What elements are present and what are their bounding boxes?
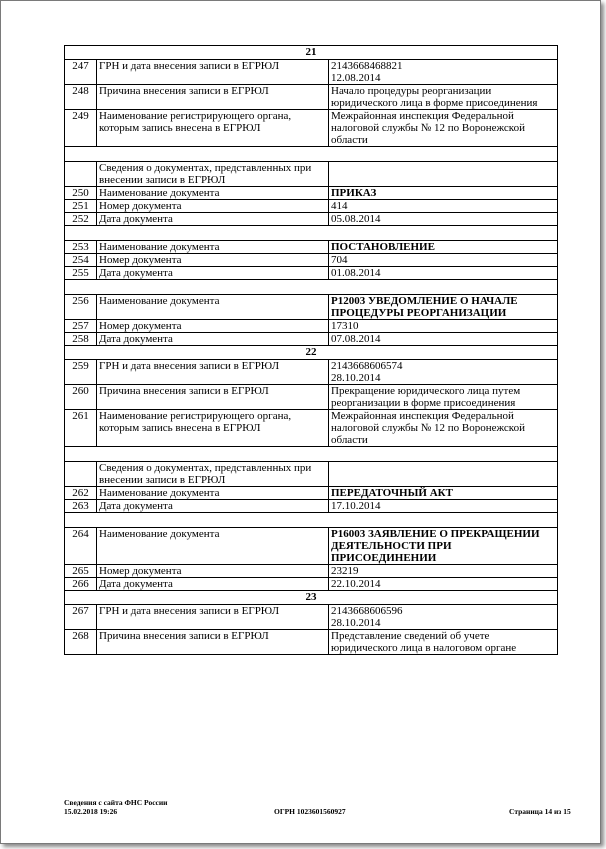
row-number: 247 (65, 60, 97, 85)
row-value: ПРИКАЗ (329, 187, 558, 200)
row-value: Межрайонная инспекция Федеральной налоговой службы № 12 по Воронежской области (329, 110, 558, 147)
row-label: Наименование регистрирующего органа, которым запись внесена в ЕГРЮЛ (97, 410, 329, 447)
documents-header-row (65, 462, 558, 487)
row-label: Дата документа (97, 213, 329, 226)
row-number: 261 (65, 410, 97, 447)
table-row (65, 213, 558, 226)
spacer-row (65, 147, 558, 162)
row-label: Дата документа (97, 578, 329, 591)
row-value: Прекращение юридического лица путем реорганизации в форме присоединения (329, 385, 558, 410)
row-label: Наименование документа (97, 295, 329, 320)
table-row (65, 630, 558, 655)
row-number: 265 (65, 565, 97, 578)
table-row (65, 187, 558, 200)
table-row (65, 254, 558, 267)
row-number: 259 (65, 360, 97, 385)
table-row (65, 500, 558, 513)
footer-datetime: 15.02.2018 19:26 (64, 807, 118, 816)
row-number: 250 (65, 187, 97, 200)
empty-num-cell (65, 462, 97, 487)
section-header-row (65, 46, 558, 60)
table-row (65, 267, 558, 280)
egrul-table (64, 45, 558, 655)
spacer-row (65, 226, 558, 241)
row-number: 257 (65, 320, 97, 333)
row-label: Причина внесения записи в ЕГРЮЛ (97, 85, 329, 110)
row-number: 266 (65, 578, 97, 591)
row-value: Межрайонная инспекция Федеральной налоговой службы № 12 по Воронежской области (329, 410, 558, 447)
row-label: Наименование документа (97, 528, 329, 565)
table-row (65, 578, 558, 591)
section-header-row (65, 346, 558, 360)
section-number: 21 (65, 46, 558, 60)
spacer-cell (65, 280, 558, 295)
table-row (65, 60, 558, 85)
row-label: ГРН и дата внесения записи в ЕГРЮЛ (97, 60, 329, 85)
table-row (65, 320, 558, 333)
row-number: 260 (65, 385, 97, 410)
empty-value-cell (329, 162, 558, 187)
row-value: 414 (329, 200, 558, 213)
row-value: 05.08.2014 (329, 213, 558, 226)
row-number: 268 (65, 630, 97, 655)
row-label: Наименование документа (97, 241, 329, 254)
table-row (65, 200, 558, 213)
empty-value-cell (329, 462, 558, 487)
row-value: 17310 (329, 320, 558, 333)
spacer-cell (65, 513, 558, 528)
table-row (65, 565, 558, 578)
row-label: Причина внесения записи в ЕГРЮЛ (97, 385, 329, 410)
row-value: 2143668606596 28.10.2014 (329, 605, 558, 630)
row-number: 262 (65, 487, 97, 500)
row-number: 253 (65, 241, 97, 254)
spacer-cell (65, 226, 558, 241)
table-row (65, 487, 558, 500)
footer-source-text: Сведения с сайта ФНС России (64, 798, 168, 807)
table-row (65, 605, 558, 630)
row-label: Наименование документа (97, 187, 329, 200)
row-label: Номер документа (97, 254, 329, 267)
row-label: ГРН и дата внесения записи в ЕГРЮЛ (97, 605, 329, 630)
row-label: Причина внесения записи в ЕГРЮЛ (97, 630, 329, 655)
section-header-row (65, 591, 558, 605)
table-row (65, 110, 558, 147)
footer-page-number: Страница 14 из 15 (509, 807, 571, 816)
row-label: Номер документа (97, 200, 329, 213)
row-label: Номер документа (97, 565, 329, 578)
row-number: 249 (65, 110, 97, 147)
row-number: 256 (65, 295, 97, 320)
documents-header-label: Сведения о документах, представленных при внесении записи в ЕГРЮЛ (97, 462, 329, 487)
footer-source (64, 798, 168, 816)
row-number: 254 (65, 254, 97, 267)
spacer-cell (65, 147, 558, 162)
row-label: Дата документа (97, 500, 329, 513)
table-row (65, 360, 558, 385)
row-number: 248 (65, 85, 97, 110)
row-value: Начало процедуры реорганизации юридического лица в форме присоединения (329, 85, 558, 110)
row-number: 251 (65, 200, 97, 213)
row-label: Наименование регистрирующего органа, которым запись внесена в ЕГРЮЛ (97, 110, 329, 147)
section-number: 22 (65, 346, 558, 360)
table-row (65, 85, 558, 110)
row-value: 2143668468821 12.08.2014 (329, 60, 558, 85)
row-value: 2143668606574 28.10.2014 (329, 360, 558, 385)
row-label: Номер документа (97, 320, 329, 333)
spacer-row (65, 280, 558, 295)
row-value: 704 (329, 254, 558, 267)
table-row (65, 385, 558, 410)
table-row (65, 410, 558, 447)
table-row (65, 295, 558, 320)
row-value: 01.08.2014 (329, 267, 558, 280)
row-value: ПОСТАНОВЛЕНИЕ (329, 241, 558, 254)
row-number: 252 (65, 213, 97, 226)
row-value: 17.10.2014 (329, 500, 558, 513)
row-number: 264 (65, 528, 97, 565)
section-number: 23 (65, 591, 558, 605)
row-label: ГРН и дата внесения записи в ЕГРЮЛ (97, 360, 329, 385)
spacer-row (65, 447, 558, 462)
table-row (65, 528, 558, 565)
row-value: 07.08.2014 (329, 333, 558, 346)
table-row (65, 241, 558, 254)
row-label: Наименование документа (97, 487, 329, 500)
row-value: Р16003 ЗАЯВЛЕНИЕ О ПРЕКРАЩЕНИИ ДЕЯТЕЛЬНОСТИ ПРИ ПРИСОЕДИНЕНИИ (329, 528, 558, 565)
table-row (65, 333, 558, 346)
spacer-row (65, 513, 558, 528)
row-label: Дата документа (97, 333, 329, 346)
documents-header-row (65, 162, 558, 187)
documents-header-label: Сведения о документах, представленных при внесении записи в ЕГРЮЛ (97, 162, 329, 187)
spacer-cell (65, 447, 558, 462)
row-value: ПЕРЕДАТОЧНЫЙ АКТ (329, 487, 558, 500)
empty-num-cell (65, 162, 97, 187)
row-value: 22.10.2014 (329, 578, 558, 591)
row-number: 258 (65, 333, 97, 346)
row-value: Представление сведений об учете юридического лица в налоговом органе (329, 630, 558, 655)
row-number: 263 (65, 500, 97, 513)
row-label: Дата документа (97, 267, 329, 280)
row-number: 267 (65, 605, 97, 630)
row-value: Р12003 УВЕДОМЛЕНИЕ О НАЧАЛЕ ПРОЦЕДУРЫ РЕОРГАНИЗАЦИИ (329, 295, 558, 320)
row-number: 255 (65, 267, 97, 280)
row-value: 23219 (329, 565, 558, 578)
footer-ogrn: ОГРН 1023601560927 (274, 807, 346, 816)
